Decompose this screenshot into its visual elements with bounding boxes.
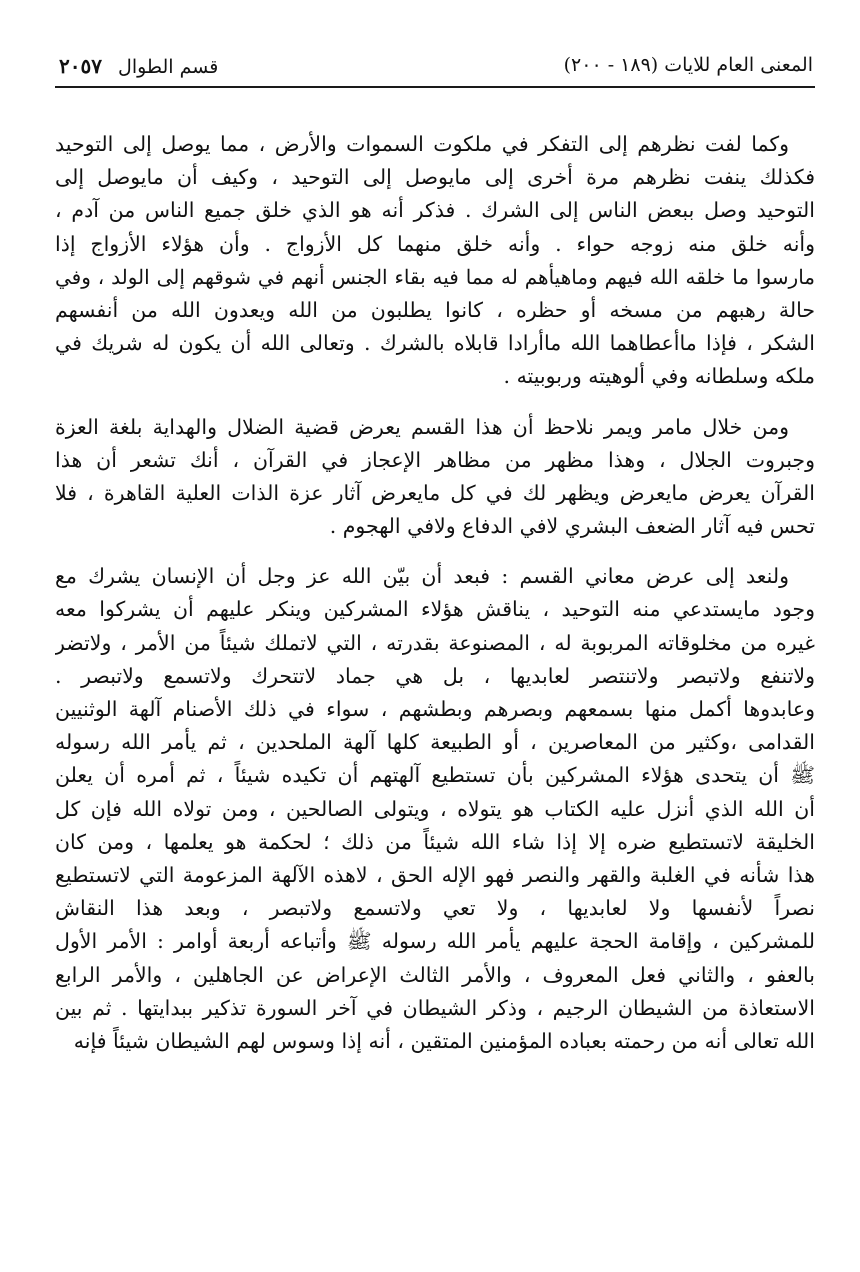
text-line: التوحيد وصل ببعض الناس إلى الشرك . فذكر أنه هو الذي خلق جميع الناس من آدم ،: [55, 198, 815, 223]
header-section-group: [59, 54, 218, 78]
text-line: وكما لفت نظرهم إلى التفكر في ملكوت السموات والأرض ، مما يوصل إلى التوحيد: [55, 132, 789, 156]
page-number: ٢٠٥٧: [59, 54, 102, 78]
text-line: أن الله الذي أنزل عليه الكتاب هو يتولاه ، ويتولى الصالحين ، ومن تولاه الله فإن كل: [55, 796, 815, 821]
text-line: وجود مايستدعي منه التوحيد ، يناقش هؤلاء المشركين وينكر عليهم أن يشركوا معه: [55, 597, 815, 622]
running-header: [55, 44, 815, 88]
text-line: وجبروت الجلال ، وهذا مظهر من مظاهر الإعجاز في القرآن ، أنك تشعر أن هذا: [55, 447, 815, 472]
book-page: [55, 44, 815, 1075]
text-line: نصراً لأنفسها ولا لعابديها ، ولا تعي ولاتسمع ولاتبصر ، وبعد هذا النقاش: [55, 896, 815, 921]
text-line: حالة رهبهم من مسخه أو حظره ، كانوا يطلبون من الله ويعدون الله من أنفسهم: [55, 297, 815, 322]
text-line: مارسوا ما خلقه الله فيهم وماهيأهم له مما فيه بقاء الجنس أنهم في شوقهم إلى الولد ، وفي: [55, 264, 815, 289]
text-line: الشكر ، فإذا ماأعطاهما الله ماأرادا قابلاه بالشرك . وتعالى الله أن يكون له شريك في: [55, 331, 815, 356]
text-line: القدامى ،وكثير من المعاصرين ، أو الطبيعة كلها آلهة الملحدين ، ثم يأمر الله رسوله: [55, 730, 815, 755]
text-line: فكذلك ينفت نظرهم مرة أخرى إلى مايوصل إلى التوحيد ، وكيف أن مايوصل إلى: [55, 165, 815, 190]
text-line: وأنه خلق منه زوجه حواء . وأنه خلق منهما كل الأزواج . وأن هؤلاء الأزواج إذا: [55, 231, 815, 256]
text-line: تحس فيه آثار الضعف البشري لافي الدفاع ولافي الهجوم .: [329, 514, 815, 539]
paragraph: [55, 560, 815, 1058]
text-line: للمشركين ، وإقامة الحجة عليهم يأمر الله رسوله ﷺ وأتباعه أربعة أوامر : الأمر الأول: [55, 929, 815, 954]
body-text: [55, 128, 815, 1058]
text-line: الخليقة لاتستطيع ضره إلا إذا شاء الله شيئاً من ذلك ؛ لحكمة هو يعلمها ، ومن كان: [55, 829, 815, 854]
section-title: قسم الطوال: [118, 56, 219, 78]
text-line: القرآن يعرض مايعرض ويظهر لك في كل مايعرض آثار عزة الذات العلية القاهرة ، فلا: [55, 480, 815, 505]
text-line: ملكه وسلطانه وفي ألوهيته وربوبيته .: [503, 364, 815, 389]
paragraph: [55, 128, 815, 394]
text-line: بالعفو ، والثاني فعل المعروف ، والأمر الثالث الإعراض عن الجاهلين ، والأمر الرابع: [55, 962, 815, 987]
text-line: الله تعالى أنه من رحمته بعباده المؤمنين المتقين ، أنه إذا وسوس لهم الشيطان شيئاً فإنه: [73, 1028, 815, 1053]
text-line: ولنعد إلى عرض معاني القسم : فبعد أن بيّن الله عز وجل أن الإنسان يشرك مع: [55, 564, 789, 589]
text-line: ولاتنفع ولاتبصر ولاتنتصر لعابديها ، بل هي جماد لاتتحرك ولاتسمع ولاتبصر .: [55, 663, 815, 688]
text-line: ﷺ أن يتحدى هؤلاء المشركين بأن تستطيع آلهتهم أن تكيده شيئاً ، ثم أمره أن يعلن: [55, 763, 815, 788]
text-line: غيره من مخلوقاته المربوبة له ، المصنوعة بقدرته ، التي لاتملك شيئاً من الأمر ، ولاتضر: [55, 630, 815, 655]
running-title: المعنى العام للايات (١٨٩ - ٢٠٠): [563, 54, 813, 76]
text-line: هذا شأنه في الغلبة والقهر والنصر فهو الإله الحق ، لاهذه الآلهة المزعومة التي لاتستطيع: [55, 862, 815, 887]
text-line: ومن خلال مامر ويمر نلاحظ أن هذا القسم يعرض قضية الضلال والهداية بلغة العزة: [55, 414, 789, 439]
paragraph: [55, 411, 815, 544]
text-line: وعابدوها أكمل منها بسمعهم وبصرهم وبطشهم ، سواء في ذلك الأصنام آلهة الوثنيين: [55, 697, 815, 721]
text-line: الاستعاذة من الشيطان الرجيم ، وذكر الشيطان في آخر السورة تذكير ببدايتها . ثم بين: [55, 995, 815, 1020]
